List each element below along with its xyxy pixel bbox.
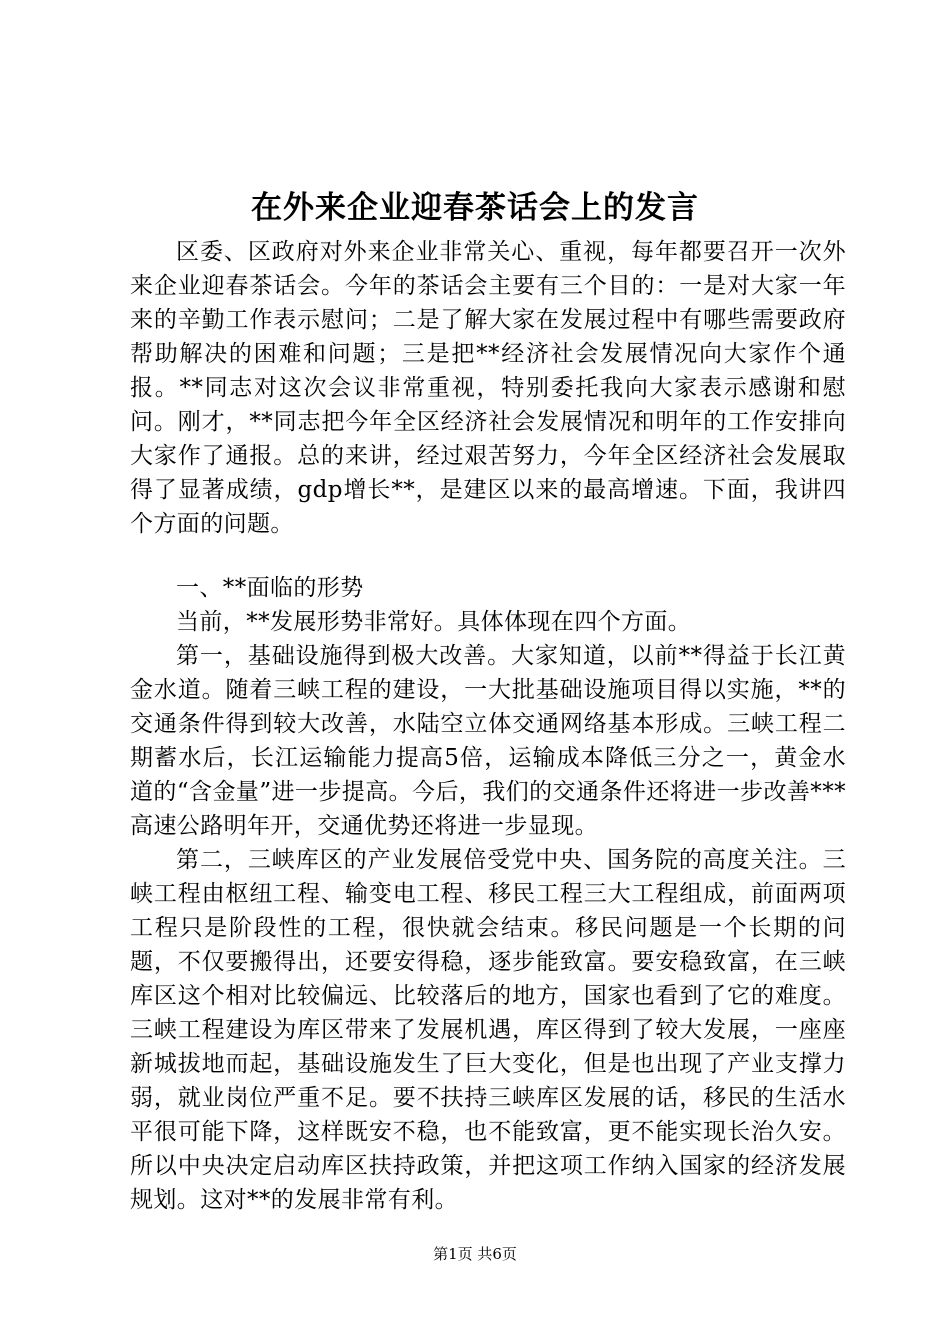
section-paragraph-2: 第一，基础设施得到极大改善。大家知道，以前**得益于长江黄金水道。随着三峡工程的建设，一大批基础设施项目得以实施，**的交通条件得到较大改善，水陆空立体交通网络基本形成。三峡工程二期蓄水后，长江运输能力提高5倍，运输成本降低三分之一，黄金水道的“含金量”进一步提高。今后，我们的交通条件还将进一步改善***高速公路明年开，交通优势还将进一步显现。 xyxy=(130,643,846,839)
section-paragraph-3: 第二，三峡库区的产业发展倍受党中央、国务院的高度关注。三峡工程由枢纽工程、输变电工程、移民工程三大工程组成，前面两项工程只是阶段性的工程，很快就会结束。移民问题是一个长期的问题，不仅要搬得出，还要安得稳，逐步能致富。要安稳致富，在三峡库区这个相对比较偏远、比较落后的地方，国家也看到了它的难度。三峡工程建设为库区带来了发展机遇，库区得到了较大发展，一座座新城拔地而起，基础设施发生了巨大变化，但是也出现了产业支撑力弱，就业岗位严重不足。要不扶持三峡库区发展的话，移民的生活水平很可能下降，这样既安不稳，也不能致富，更不能实现长治久安。所以中央决定启动库区扶持政策，并把这项工作纳入国家的经济发展规划。这对**的发展非常有利。 xyxy=(130,847,846,1213)
document-body xyxy=(130,235,846,1217)
section-heading: 一、**面临的形势 xyxy=(176,575,364,601)
intro-paragraph: 区委、区政府对外来企业非常关心、重视，每年都要召开一次外来企业迎春茶话会。今年的茶话会主要有三个目的：一是对大家一年来的辛勤工作表示慰问；二是了解大家在发展过程中有哪些需要政府帮助解决的困难和问题；三是把**经济社会发展情况向大家作个通报。**同志对这次会议非常重视，特别委托我向大家表示感谢和慰问。刚才，**同志把今年全区经济社会发展情况和明年的工作安排向大家作了通报。总的来讲，经过艰苦努力，今年全区经济社会发展取得了显著成绩，gdp增长**，是建区以来的最高增速。下面，我讲四个方面的问题。 xyxy=(130,239,846,537)
page-number-footer: 第1页 共6页 xyxy=(433,1245,517,1263)
document-title: 在外来企业迎春茶话会上的发言 xyxy=(251,190,699,226)
section-paragraph-1: 当前，**发展形势非常好。具体体现在四个方面。 xyxy=(176,609,692,635)
